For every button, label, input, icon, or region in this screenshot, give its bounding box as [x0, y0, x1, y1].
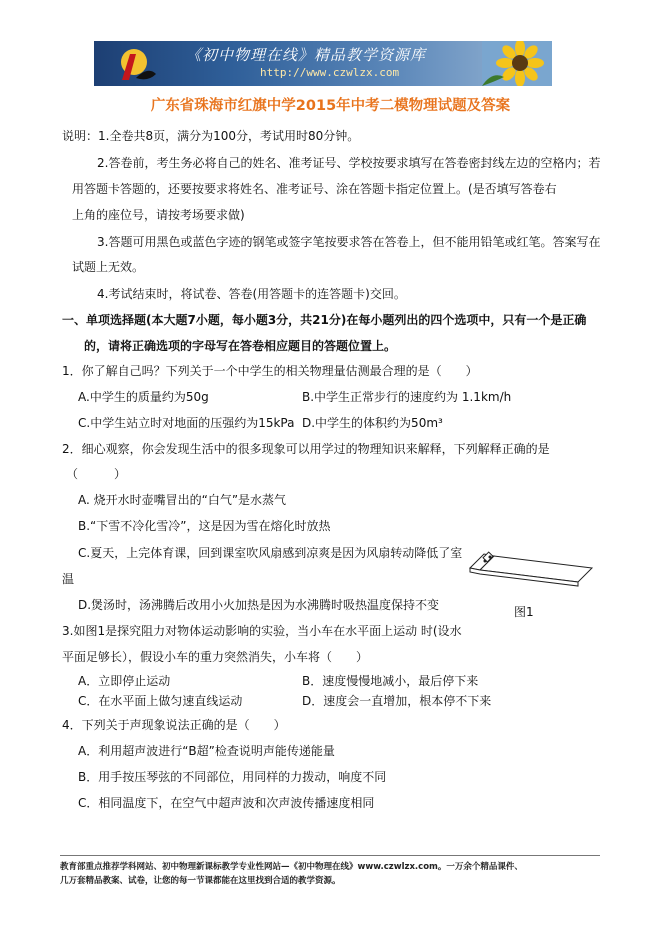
banner-url[interactable]: http://www.czwlzx.com [260, 66, 400, 79]
footer-line-1: 教育部重点推荐学科网站、初中物理新课标教学专业性网站—《初中物理在线》www.czwlzx.com。一万余个精品课件、 [60, 862, 523, 872]
banner-title: 《初中物理在线》精品教学资源库 [186, 46, 427, 64]
q4-option-c: C．相同温度下，在空气中超声波和次声波传播速度相同 [78, 796, 375, 810]
q2-stem-2: （ ） [66, 467, 127, 481]
q1-option-b: B.中学生正常步行的速度约为 1.1km/h [302, 390, 512, 404]
q2-stem-1: 2．细心观察，你会发现生活中的很多现象可以用学过的物理知识来解释，下列解释正确的是 [62, 442, 550, 456]
q1-option-a: A.中学生的质量约为50g [78, 390, 209, 404]
instruction-3a: 3.答题可用黑色或蓝色字迹的钢笔或签字笔按要求答在答卷上，但不能用铅笔或红笔。答案写在 [97, 235, 601, 249]
q4-option-a: A．利用超声波进行“B超”检查说明声能传递能量 [78, 744, 335, 758]
figure-1-label: 图1 [514, 605, 534, 619]
footer-line-2: 几万套精品教案、试卷，让您的每一节课都能在这里找到合适的教学资源。 [60, 876, 341, 886]
header-banner [94, 41, 552, 86]
instruction-2a: 2.答卷前，考生务必将自己的姓名、准考证号、学校按要求填写在答卷密封线左边的空格内；若 [97, 156, 601, 170]
q2-option-c-1: C.夏天，上完体育课，回到课室吹风扇感到凉爽是因为风扇转动降低了室 [78, 546, 463, 560]
instruction-1: 说明：1.全卷共8页，满分为100分，考试用时80分钟。 [62, 129, 360, 143]
q2-option-d: D.煲汤时，汤沸腾后改用小火加热是因为水沸腾时吸热温度保持不变 [78, 598, 440, 612]
sunflower-icon [482, 41, 552, 86]
q3-option-d: D．速度会一直增加，根本停不下来 [302, 694, 492, 708]
instruction-2c: 上角的座位号，请按考场要求做) [72, 208, 245, 222]
q1-option-c: C.中学生站立时对地面的压强约为15kPa [78, 416, 295, 430]
instruction-2b: 用答题卡答题的，还要按要求将姓名、准考证号、涂在答题卡指定位置上。(是否填写答卷右 [72, 182, 557, 196]
figure-1-ramp-diagram [466, 546, 596, 596]
q3-option-a: A．立即停止运动 [78, 674, 171, 688]
instruction-3b: 试题上无效。 [72, 260, 145, 274]
q3-stem-2: 平面足够长），假设小车的重力突然消失，小车将（ ） [62, 650, 369, 664]
q2-option-a: A. 烧开水时壶嘴冒出的“白气”是水蒸气 [78, 493, 287, 507]
section1-heading-1: 一、单项选择题(本大题7小题，每小题3分，共21分)在每小题列出的四个选项中，只有一个是正确 [62, 313, 587, 327]
site-logo-icon [100, 44, 162, 84]
footer-divider [60, 855, 600, 856]
q3-option-c: C．在水平面上做匀速直线运动 [78, 694, 243, 708]
q2-option-c-2: 温 [62, 572, 75, 586]
section1-heading-2: 的，请将正确选项的字母写在答卷相应题目的答题位置上。 [84, 339, 397, 353]
instruction-4: 4.考试结束时，将试卷、答卷(用答题卡的连答题卡)交回。 [97, 287, 406, 301]
q1-option-d: D.中学生的体积约为50m³ [302, 416, 443, 430]
q2-option-b: B.“下雪不冷化雪冷”，这是因为雪在熔化时放热 [78, 519, 331, 533]
q4-option-b: B．用手按压琴弦的不同部位，用同样的力拨动，响度不同 [78, 770, 387, 784]
q4-stem: 4．下列关于声现象说法正确的是（ ） [62, 718, 286, 732]
q3-stem-1: 3.如图1是探究阻力对物体运动影响的实验，当小车在水平面上运动 时(设水 [62, 624, 462, 638]
q3-option-b: B．速度慢慢地减小，最后停下来 [302, 674, 479, 688]
document-title: 广东省珠海市红旗中学2015年中考二模物理试题及答案 [150, 98, 511, 114]
q1-stem: 1．你了解自己吗？下列关于一个中学生的相关物理量估测最合理的是（ ） [62, 364, 478, 378]
